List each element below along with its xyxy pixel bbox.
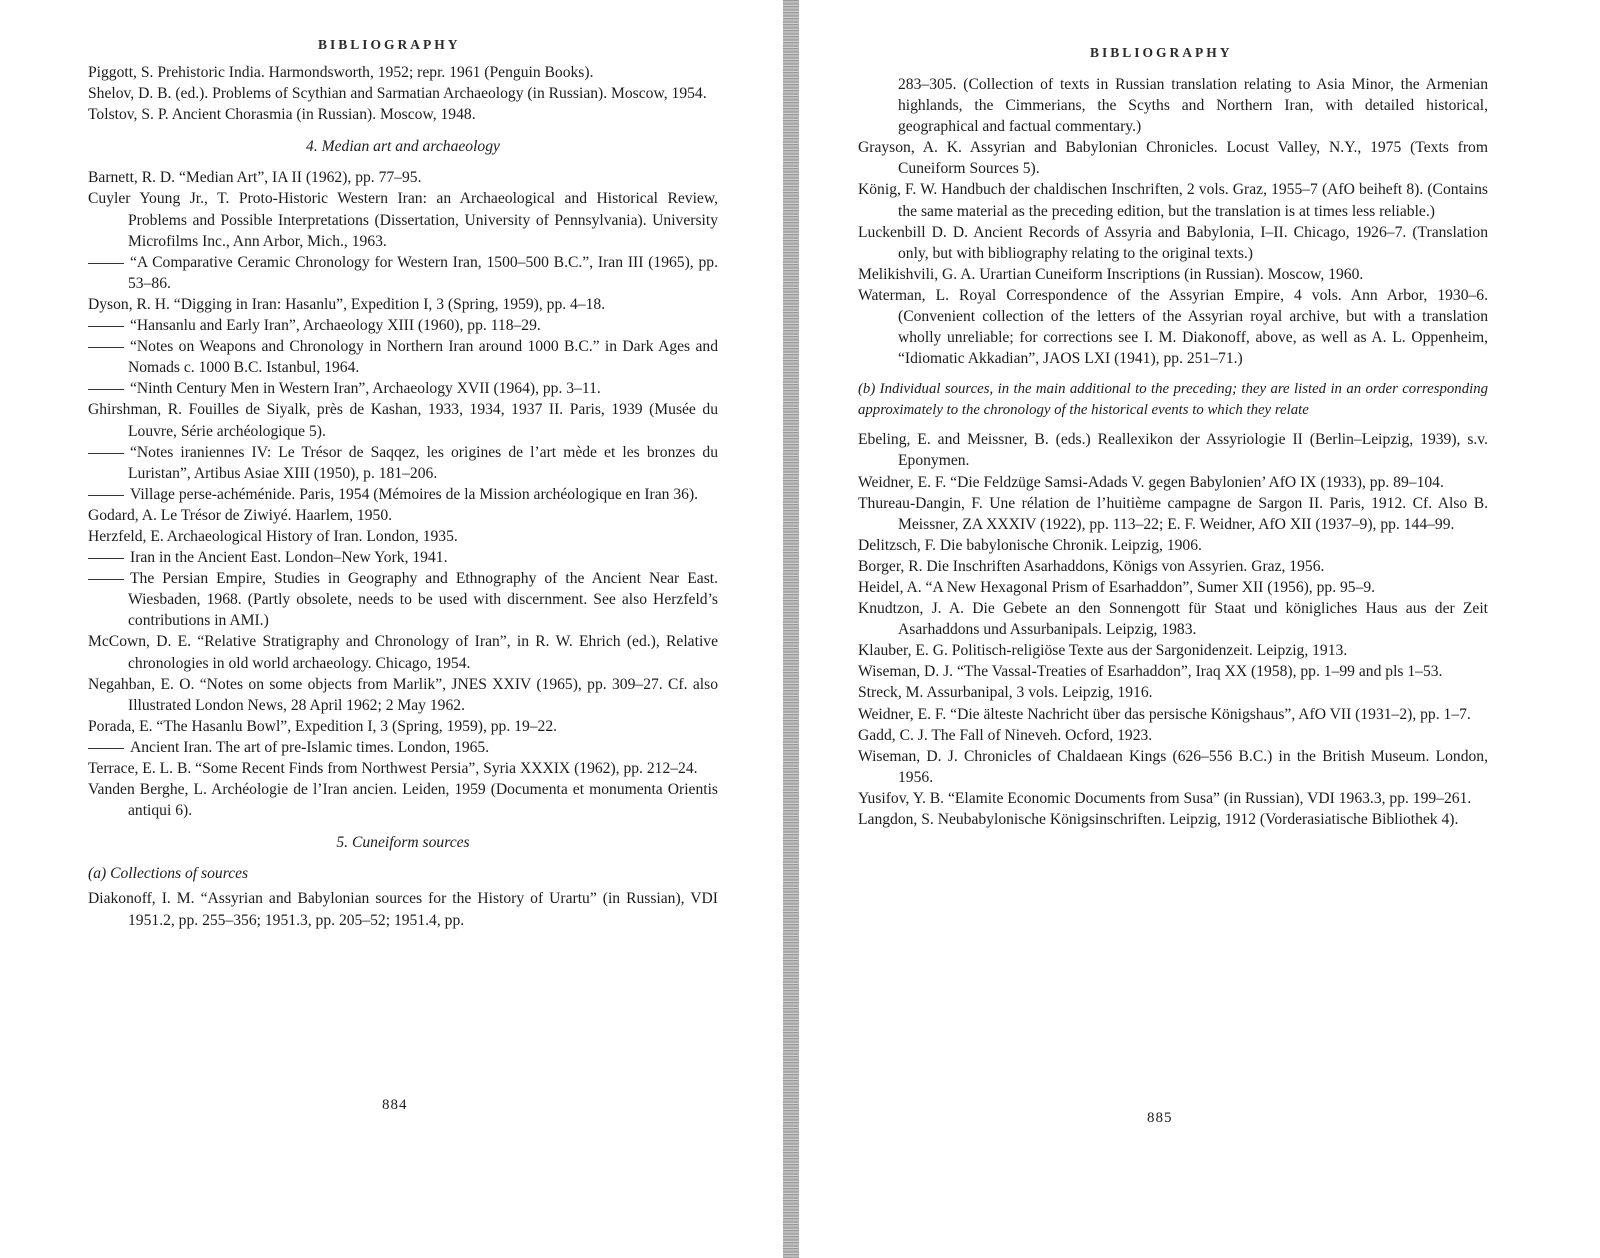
- entry-text: “Ninth Century Men in Western Iran”, Archaeology XVII (1964), pp. 3–11.: [130, 380, 601, 398]
- bibliography-entry: [88, 315, 718, 336]
- bibliography-entry: Barnett, R. D. “Median Art”, IA II (1962), pp. 77–95.: [88, 169, 422, 187]
- bibliography-entry: Melikishvili, G. A. Urartian Cuneiform Inscriptions (in Russian). Moscow, 1960.: [858, 265, 1364, 283]
- bibliography-entry: Negahban, E. O. “Notes on some objects from Marlik”, JNES XXIV (1965), pp. 309–27. Cf. also Illustrated London News, 28 April 1962; 2 May 1962.: [88, 675, 718, 714]
- bibliography-entry: [88, 336, 718, 378]
- bibliography-entry: Luckenbill D. D. Ancient Records of Assyria and Babylonia, I–II. Chicago, 1926–7. (Translation only, but with bibliography relating to the original texts.): [858, 223, 1488, 262]
- entry-text: Village perse-achéménide. Paris, 1954 (Mémoires de la Mission archéologique en Iran 36).: [130, 485, 699, 503]
- page-number: 884: [382, 1097, 408, 1113]
- bibliography-entry: McCown, D. E. “Relative Stratigraphy and Chronology of Iran”, in R. W. Ehrich (ed.), Relative chronologies in old world archaeology. Chicago, 1954.: [88, 633, 718, 672]
- bibliography-entry: Heidel, A. “A New Hexagonal Prism of Esarhaddon”, Sumer XII (1956), pp. 95–9.: [858, 578, 1376, 596]
- bibliography-entry: Herzfeld, E. Archaeological History of Iran. London, 1935.: [88, 527, 458, 545]
- bibliography-entry: Ghirshman, R. Fouilles de Siyalk, près de Kashan, 1933, 1934, 1937 II. Paris, 1939 (Musée du Louvre, Série archéologique 5).: [88, 401, 718, 440]
- bibliography-entry: Weidner, E. F. “Die Feldzüge Samsi-Adads V. gegen Babylonien’ AfO IX (1933), pp. 89–104.: [858, 473, 1444, 491]
- ditto-dash: [88, 453, 124, 454]
- bibliography-entry: Streck, M. Assurbanipal, 3 vols. Leipzig, 1916.: [858, 684, 1153, 702]
- bibliography-column: [858, 74, 1488, 830]
- bibliography-entry: [88, 568, 718, 631]
- section-heading: 5. Cuneiform sources: [336, 834, 470, 852]
- bibliography-entry: [88, 378, 718, 399]
- bibliography-entry: [88, 442, 718, 484]
- page-number: 885: [1147, 1110, 1173, 1126]
- bibliography-entry: Borger, R. Die Inschriften Asarhaddons, Königs von Assyrien. Graz, 1956.: [858, 557, 1325, 575]
- entry-text: “A Comparative Ceramic Chronology for Western Iran, 1500–500 B.C.”, Iran III (1965), pp. 53–86.: [128, 253, 718, 292]
- subsection-heading: (a) Collections of sources: [88, 865, 249, 883]
- ditto-dash: [88, 495, 124, 496]
- bibliography-entry: Ebeling, E. and Meissner, B. (eds.) Reallexikon der Assyriologie II (Berlin–Leipzig, 1939), s.v. Eponymen.: [858, 431, 1488, 470]
- bibliography-entry: Grayson, A. K. Assyrian and Babylonian Chronicles. Locust Valley, N.Y., 1975 (Texts from Cuneiform Sources 5).: [858, 139, 1488, 178]
- ditto-dash: [88, 389, 124, 390]
- bibliography-entry: Thureau-Dangin, F. Une rélation de l’huitième campagne de Sargon II. Paris, 1912. Cf. Also B. Meissner, ZA XXXIV (1922), pp. 113–22; E. F. Weidner, AfO XII (1937–9), pp. 144–99.: [858, 494, 1488, 533]
- entry-continuation: 283–305. (Collection of texts in Russian translation relating to Asia Minor, the Armenian highlands, the Cimmerians, the Scyths and Northern Iran, with detailed historical, geographical and factual commentary.): [898, 76, 1488, 136]
- bibliography-entry: Tolstov, S. P. Ancient Chorasmia (in Russian). Moscow, 1948.: [88, 106, 476, 124]
- bibliography-entry: Yusifov, Y. B. “Elamite Economic Documents from Susa” (in Russian), VDI 1963.3, pp. 199–261.: [858, 789, 1472, 807]
- bibliography-entry: Weidner, E. F. “Die älteste Nachricht über das persische Königshaus”, AfO VII (1931–2), pp. 1–7.: [858, 705, 1471, 723]
- entry-text: “Hansanlu and Early Iran”, Archaeology XIII (1960), pp. 118–29.: [130, 317, 541, 335]
- running-head: BIBLIOGRAPHY: [318, 37, 461, 52]
- left-page: [0, 0, 785, 1258]
- entry-text: Ancient Iran. The art of pre-Islamic times. London, 1965.: [130, 738, 490, 756]
- bibliography-entry: [88, 484, 718, 505]
- entry-text: “Notes on Weapons and Chronology in Northern Iran around 1000 B.C.” in Dark Ages and Nomads c. 1000 B.C. Istanbul, 1964.: [128, 338, 718, 377]
- ditto-dash: [88, 579, 124, 580]
- section-heading: 4. Median art and archaeology: [306, 138, 500, 156]
- ditto-dash: [88, 347, 124, 348]
- bibliography-entry: Wiseman, D. J. “The Vassal-Treaties of Esarhaddon”, Iraq XX (1958), pp. 1–99 and pls 1–53.: [858, 663, 1443, 681]
- subsection-note: (b) Individual sources, in the main additional to the preceding; they are listed in an order corresponding approximately to the chronology of the historical events to which they relate: [858, 381, 1488, 419]
- running-head: BIBLIOGRAPHY: [1090, 45, 1233, 60]
- bibliography-entry: Wiseman, D. J. Chronicles of Chaldaean Kings (626–556 B.C.) in the British Museum. London, 1956.: [858, 747, 1488, 786]
- bibliography-entry: Klauber, E. G. Politisch-religiöse Texte aus der Sargonidenzeit. Leipzig, 1913.: [858, 642, 1348, 660]
- bibliography-entry: Vanden Berghe, L. Archéologie de l’Iran ancien. Leiden, 1959 (Documenta et monumenta Orientis antiqui 6).: [88, 781, 718, 820]
- ditto-dash: [88, 326, 124, 327]
- right-page: [797, 0, 1600, 1258]
- bibliography-entry: Godard, A. Le Trésor de Ziwiyé. Haarlem, 1950.: [88, 506, 393, 524]
- bibliography-entry: Gadd, C. J. The Fall of Nineveh. Ocford, 1923.: [858, 726, 1153, 744]
- bibliography-entry: König, F. W. Handbuch der chaldischen Inschriften, 2 vols. Graz, 1955–7 (AfO beiheft 8). (Contains the same material as the preceding edition, but the translation is at times less reliable.): [858, 181, 1488, 220]
- bibliography-entry: Waterman, L. Royal Correspondence of the Assyrian Empire, 4 vols. Ann Arbor, 1930–6. (Convenient collection of the letters of the Assyrian royal archive, but with a translation wholly unreliable; for corrections see I. M. Diakonoff, above, as well as A. L. Oppenheim, “Idiomatic Akkadian”, JAOS LXI (1941), pp. 251–71.): [858, 286, 1488, 368]
- bibliography-entry: Shelov, D. B. (ed.). Problems of Scythian and Sarmatian Archaeology (in Russian). Moscow, 1954.: [88, 85, 707, 103]
- bibliography-entry: Langdon, S. Neubabylonische Königsinschriften. Leipzig, 1912 (Vorderasiatische Bibliothek 4).: [858, 811, 1459, 828]
- bibliography-entry: Knudtzon, J. A. Die Gebete an den Sonnengott für Staat und königliches Haus aus der Zeit Asarhaddons und Assurbanipals. Leipzig, 1983.: [858, 600, 1488, 639]
- entry-text: The Persian Empire, Studies in Geography and Ethnography of the Ancient Near East. Wiesbaden, 1968. (Partly obsolete, needs to be used with discernment. See also Herzfeld’s contributions in AMI.): [128, 570, 718, 630]
- ditto-dash: [88, 748, 124, 749]
- bibliography-entry: Diakonoff, I. M. “Assyrian and Babylonian sources for the History of Urartu” (in Russian), VDI 1951.2, pp. 255–356; 1951.3, pp. 205–52; 1951.4, pp.: [88, 890, 718, 929]
- bibliography-entry: Dyson, R. H. “Digging in Iran: Hasanlu”, Expedition I, 3 (Spring, 1959), pp. 4–18.: [88, 295, 606, 313]
- bibliography-entry: Piggott, S. Prehistoric India. Harmondsworth, 1952; repr. 1961 (Penguin Books).: [88, 64, 594, 81]
- bibliography-entry: Delitzsch, F. Die babylonische Chronik. Leipzig, 1906.: [858, 536, 1202, 554]
- bibliography-column: [88, 62, 718, 931]
- bibliography-entry: Cuyler Young Jr., T. Proto-Historic Western Iran: an Archaeological and Historical Review, Problems and Possible Interpretations (Dissertation, University of Pennsylvania). University Microfilms Inc., Ann Arbor, Mich., 1963.: [88, 190, 718, 250]
- bibliography-entry: Porada, E. “The Hasanlu Bowl”, Expedition I, 3 (Spring, 1959), pp. 19–22.: [88, 717, 558, 735]
- entry-text: “Notes iraniennes IV: Le Trésor de Saqqez, les origines de l’art mède et les bronzes du Luristan”, Artibus Asiae XIII (1950), p. 181–206.: [128, 443, 718, 482]
- entry-text: Iran in the Ancient East. London–New York, 1941.: [130, 549, 448, 567]
- bibliography-entry: Terrace, E. L. B. “Some Recent Finds from Northwest Persia”, Syria XXXIX (1962), pp. 212–24.: [88, 760, 698, 777]
- ditto-dash: [88, 263, 124, 264]
- ditto-dash: [88, 558, 124, 559]
- bibliography-entry: [88, 547, 718, 568]
- bibliography-entry: [88, 737, 718, 758]
- bibliography-entry: [88, 252, 718, 294]
